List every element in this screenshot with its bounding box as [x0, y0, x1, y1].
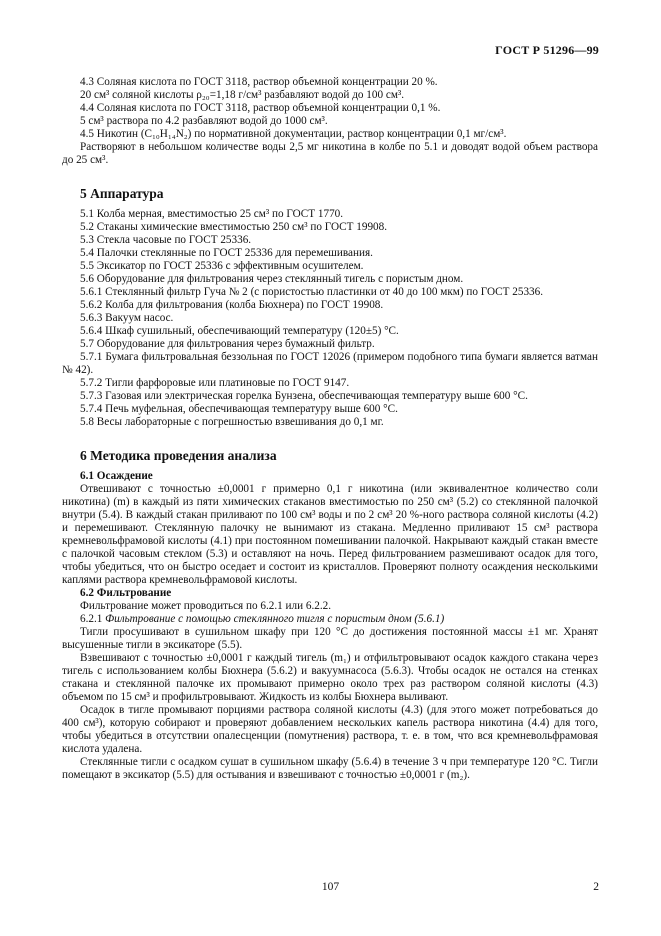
clause-5-5: 5.5 Эксикатор по ГОСТ 25336 с эффективным осушителем. [80, 260, 364, 272]
clause-6-2-text: Фильтрование может проводиться по 6.2.1 или 6.2.2. [80, 600, 332, 612]
clause-5-6-1: 5.6.1 Стеклянный фильтр Гуча № 2 (с пористостью пластинки от 40 до 100 мкм) по ГОСТ 25336. [80, 286, 544, 298]
paragraph-drying: Тигли просушивают в сушильном шкафу при 120 °С до достижения постоянной массы ±1 мг. Хранят высушенные тигли в эксикаторе (5.5). [62, 626, 598, 651]
clause-5-8: 5.8 Весы лабораторные с погрешностью взвешивания до 0,1 мг. [80, 416, 384, 428]
page-number: 107 [321, 881, 340, 893]
corner-number: 2 [593, 881, 599, 893]
paragraph-washing: Осадок в тигле промывают порциями раствора соляной кислоты (4.3) (для этого может потребоваться до 400 см³), которую собирают и проверяют добавлением нескольких капель раствора никотина (4.4) для того, чтобы убедиться в отсутствии опалесценции (помутнения) раствора, т. е. в том, что вся кремневольфрамовая кислота удалена. [62, 704, 598, 755]
clause-5-7-4: 5.7.4 Печь муфельная, обеспечивающая температуру выше 600 °С. [80, 403, 398, 415]
clause-5-7-2: 5.7.2 Тигли фарфоровые или платиновые по ГОСТ 9147. [80, 377, 350, 389]
section-6-heading: 6 Методика проведения анализа [80, 448, 277, 463]
clause-4-5-text: Растворяют в небольшом количестве воды 2,5 мг никотина в колбе по 5.1 и доводят водой объем раствора до 25 см³. [62, 141, 598, 166]
clause-5-6-4: 5.6.4 Шкаф сушильный, обеспечивающий температуру (120±5) °С. [80, 325, 399, 337]
document-header: ГОСТ Р 51296—99 [495, 43, 599, 57]
clause-6-2-1-title [62, 613, 598, 626]
paragraph-final-drying: Стеклянные тигли с осадком сушат в сушильном шкафу (5.6.4) в течение 3 ч при температуре 120 °С. Тигли помещают в эксикатор (5.5) для остывания и взвешивают с точностью ±0,0001 г (m₂). [62, 756, 598, 781]
clause-4-3-text: 20 см³ соляной кислоты ρ₂₀=1,18 г/см³ разбавляют водой до 100 см³. [80, 89, 405, 101]
document-body [62, 76, 598, 782]
clause-4-4-text: 5 см³ раствора по 4.2 разбавляют водой до 1000 см³. [80, 115, 328, 127]
clause-6-1-title: 6.1 Осаждение [80, 470, 153, 482]
clause-5-7-1: 5.7.1 Бумага фильтровальная беззольная по ГОСТ 12026 (примером подобного типа бумаги является ватман № 42). [62, 351, 598, 376]
clause-4-3: 4.3 Соляная кислота по ГОСТ 3118, раствор объемной концентрации 20 %. [80, 76, 438, 88]
clause-5-4: 5.4 Палочки стеклянные по ГОСТ 25336 для перемешивания. [80, 247, 373, 259]
clause-5-3: 5.3 Стекла часовые по ГОСТ 25336. [80, 234, 252, 246]
clause-5-2: 5.2 Стаканы химические вместимостью 250 см³ по ГОСТ 19908. [80, 221, 388, 233]
clause-6-2-1-number: 6.2.1 [80, 613, 103, 625]
paragraph-weighing: Взвешивают с точностью ±0,0001 г каждый тигель (m₁) и отфильтровывают осадок каждого стакана через тигель с использованием колбы Бюхнера (5.6.2) и вакуумнасоса (5.6.3). Чтобы осадок не остался на стенках стакана и стеклянной палочке их промывают примерно около трех раз раствором соляной кислоты (4.3) объемом по 15 см³ и профильтровывают. Жидкость из колбы Бюхнера выливают. [62, 652, 598, 703]
clause-5-6: 5.6 Оборудование для фильтрования через стеклянный тигель с пористым дном. [80, 273, 464, 285]
clause-4-4: 4.4 Соляная кислота по ГОСТ 3118, раствор объемной концентрации 0,1 %. [80, 102, 441, 114]
clause-6-1-text: Отвешивают с точностью ±0,0001 г примерно 0,1 г никотина (или эквивалентное количество соли никотина) (m) в каждый из пяти химических стаканов вместимостью по 250 см³ (5.2) со стеклянной палочкой внутри (5.4). В каждый стакан приливают по 100 см³ воды и по 2 см³ 20 %-ного раствора соляной кислоты (4.2) и перемешивают. Стеклянную палочку не вынимают из стакана. Медленно приливают 15 см³ раствора кремневольфрамовой кислоты (4.1) при постоянном помешивании палочкой. Накрывают каждый стакан вместе с палочкой часовым стеклом (5.3) и оставляют на ночь. Перед фильтрованием размешивают осадок для того, чтобы убедиться, что он быстро оседает и состоит из кристаллов. Проверяют полноту осаждения несколькими каплями раствора кремневольфрамовой кислоты. [62, 483, 598, 586]
clause-5-7: 5.7 Оборудование для фильтрования через бумажный фильтр. [80, 338, 375, 350]
clause-6-2-1-heading: Фильтрование с помощью стеклянного тигля с пористым дном (5.6.1) [105, 613, 445, 625]
clause-5-6-3: 5.6.3 Вакуум насос. [80, 312, 174, 324]
clause-6-2-title: 6.2 Фильтрование [80, 587, 172, 599]
clause-5-6-2: 5.6.2 Колба для фильтрования (колба Бюхнера) по ГОСТ 19908. [80, 299, 384, 311]
clause-5-7-3: 5.7.3 Газовая или электрическая горелка Бунзена, обеспечивающая температуру выше 600 °С. [80, 390, 528, 402]
section-5-heading: 5 Аппаратура [80, 186, 164, 201]
clause-4-5: 4.5 Никотин (C₁₀H₁₄N₂) по нормативной документации, раствор концентрации 0,1 мг/см³. [80, 128, 507, 140]
clause-5-1: 5.1 Колба мерная, вместимостью 25 см³ по ГОСТ 1770. [80, 208, 344, 220]
